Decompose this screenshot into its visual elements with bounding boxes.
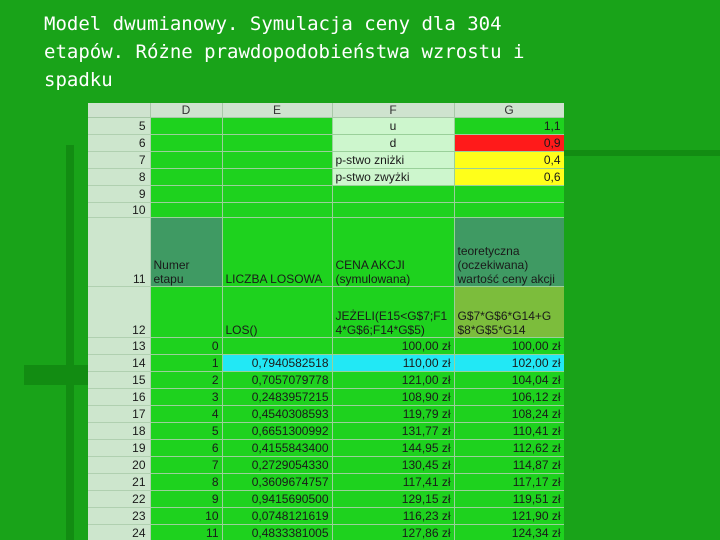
- title-line: Model dwumianowy. Symulacja ceny dla 304: [44, 13, 502, 35]
- price-cell[interactable]: 127,86 zł: [332, 525, 454, 540]
- column-header-f[interactable]: F: [332, 103, 454, 118]
- row-number[interactable]: 11: [88, 218, 150, 287]
- random-cell[interactable]: 0,9415690500: [222, 491, 332, 508]
- expected-cell[interactable]: 124,34 zł: [454, 525, 564, 540]
- corner-header[interactable]: [88, 103, 150, 118]
- row-number[interactable]: 21: [88, 474, 150, 491]
- random-cell[interactable]: 0,2483957215: [222, 389, 332, 406]
- random-cell[interactable]: 0,4833381005: [222, 525, 332, 540]
- header-random-number[interactable]: LICZBA LOSOWA: [222, 218, 332, 287]
- param-value-discount-probability[interactable]: 0,4: [454, 152, 564, 169]
- expected-cell[interactable]: 119,51 zł: [454, 491, 564, 508]
- random-cell[interactable]: 0,2729054330: [222, 457, 332, 474]
- cell[interactable]: [150, 152, 222, 169]
- row-number[interactable]: 9: [88, 186, 150, 203]
- price-cell[interactable]: 129,15 zł: [332, 491, 454, 508]
- expected-cell[interactable]: 112,62 zł: [454, 440, 564, 457]
- random-cell[interactable]: 0,4540308593: [222, 406, 332, 423]
- price-cell[interactable]: 130,45 zł: [332, 457, 454, 474]
- cell[interactable]: [454, 186, 564, 203]
- formula-random-number[interactable]: LOS(): [222, 287, 332, 338]
- price-cell[interactable]: 110,00 zł: [332, 355, 454, 372]
- spreadsheet: [88, 103, 564, 540]
- stage-cell[interactable]: 11: [150, 525, 222, 540]
- param-label-discount-probability[interactable]: p-stwo zniżki: [332, 152, 454, 169]
- cell[interactable]: [222, 118, 332, 135]
- row-number[interactable]: 24: [88, 525, 150, 540]
- cell[interactable]: [332, 186, 454, 203]
- cell[interactable]: [222, 186, 332, 203]
- stage-cell[interactable]: 8: [150, 474, 222, 491]
- random-cell[interactable]: 0,4155843400: [222, 440, 332, 457]
- row-number[interactable]: 12: [88, 287, 150, 338]
- expected-cell[interactable]: 102,00 zł: [454, 355, 564, 372]
- row-number[interactable]: 5: [88, 118, 150, 135]
- stage-cell[interactable]: 0: [150, 338, 222, 355]
- stage-cell[interactable]: 6: [150, 440, 222, 457]
- cell[interactable]: [150, 186, 222, 203]
- background-decoration: [564, 150, 720, 156]
- expected-cell[interactable]: 104,04 zł: [454, 372, 564, 389]
- row-number[interactable]: 13: [88, 338, 150, 355]
- header-expected-value[interactable]: teoretyczna (oczekiwana) wartość ceny akcji: [454, 218, 564, 287]
- formula-stock-price[interactable]: JEŻELI(E15<G$7;F14*G$6;F14*G$5): [332, 287, 454, 338]
- row-number[interactable]: 20: [88, 457, 150, 474]
- stage-cell[interactable]: 7: [150, 457, 222, 474]
- stage-cell[interactable]: 3: [150, 389, 222, 406]
- cell[interactable]: [150, 118, 222, 135]
- formula-expected-value[interactable]: G$7*G$6*G14+G$8*G$5*G14: [454, 287, 564, 338]
- row-number[interactable]: 22: [88, 491, 150, 508]
- price-cell[interactable]: 131,77 zł: [332, 423, 454, 440]
- slide-title: [44, 10, 704, 94]
- random-cell[interactable]: 0,7057079778: [222, 372, 332, 389]
- random-cell[interactable]: [222, 338, 332, 355]
- price-cell[interactable]: 144,95 zł: [332, 440, 454, 457]
- price-cell[interactable]: 121,00 zł: [332, 372, 454, 389]
- stage-cell[interactable]: 10: [150, 508, 222, 525]
- cell[interactable]: [222, 169, 332, 186]
- cell[interactable]: [150, 135, 222, 152]
- header-stage-number[interactable]: Numer etapu: [150, 218, 222, 287]
- price-cell[interactable]: 116,23 zł: [332, 508, 454, 525]
- row-number[interactable]: 18: [88, 423, 150, 440]
- row-number[interactable]: 10: [88, 203, 150, 218]
- cell[interactable]: [150, 169, 222, 186]
- price-cell[interactable]: 117,41 zł: [332, 474, 454, 491]
- row-number[interactable]: 7: [88, 152, 150, 169]
- param-label-u[interactable]: u: [332, 118, 454, 135]
- row-number[interactable]: 19: [88, 440, 150, 457]
- expected-cell[interactable]: 114,87 zł: [454, 457, 564, 474]
- row-number[interactable]: 8: [88, 169, 150, 186]
- stage-cell[interactable]: 9: [150, 491, 222, 508]
- column-header-g[interactable]: G: [454, 103, 564, 118]
- param-label-d[interactable]: d: [332, 135, 454, 152]
- random-cell[interactable]: 0,7940582518: [222, 355, 332, 372]
- cell[interactable]: [222, 152, 332, 169]
- row-number[interactable]: 16: [88, 389, 150, 406]
- expected-cell[interactable]: 106,12 zł: [454, 389, 564, 406]
- background-decoration: [24, 365, 88, 385]
- random-cell[interactable]: 0,6651300992: [222, 423, 332, 440]
- stage-cell[interactable]: 5: [150, 423, 222, 440]
- row-number[interactable]: 14: [88, 355, 150, 372]
- param-value-rise-probability[interactable]: 0,6: [454, 169, 564, 186]
- expected-cell[interactable]: 117,17 zł: [454, 474, 564, 491]
- title-line: etapów. Różne prawdopodobieństwa wzrostu i: [44, 41, 525, 63]
- cell[interactable]: [222, 203, 332, 218]
- cell[interactable]: [332, 203, 454, 218]
- header-stock-price[interactable]: CENA AKCJI (symulowana): [332, 218, 454, 287]
- expected-cell[interactable]: 100,00 zł: [454, 338, 564, 355]
- param-label-rise-probability[interactable]: p-stwo zwyżki: [332, 169, 454, 186]
- random-cell[interactable]: 0,0748121619: [222, 508, 332, 525]
- column-header-e[interactable]: E: [222, 103, 332, 118]
- cell[interactable]: [454, 203, 564, 218]
- expected-cell[interactable]: 121,90 zł: [454, 508, 564, 525]
- cell[interactable]: [150, 203, 222, 218]
- price-cell[interactable]: 108,90 zł: [332, 389, 454, 406]
- cell[interactable]: [150, 287, 222, 338]
- stage-cell[interactable]: 2: [150, 372, 222, 389]
- expected-cell[interactable]: 110,41 zł: [454, 423, 564, 440]
- column-header-d[interactable]: D: [150, 103, 222, 118]
- row-number[interactable]: 15: [88, 372, 150, 389]
- param-value-u[interactable]: 1,1: [454, 118, 564, 135]
- expected-cell[interactable]: 108,24 zł: [454, 406, 564, 423]
- stage-cell[interactable]: 4: [150, 406, 222, 423]
- random-cell[interactable]: 0,3609674757: [222, 474, 332, 491]
- param-value-d[interactable]: 0,9: [454, 135, 564, 152]
- title-line: spadku: [44, 69, 113, 91]
- row-number[interactable]: 6: [88, 135, 150, 152]
- background-decoration: [66, 145, 74, 540]
- spreadsheet-grid: [88, 103, 564, 540]
- price-cell[interactable]: 119,79 zł: [332, 406, 454, 423]
- price-cell[interactable]: 100,00 zł: [332, 338, 454, 355]
- row-number[interactable]: 17: [88, 406, 150, 423]
- cell[interactable]: [222, 135, 332, 152]
- row-number[interactable]: 23: [88, 508, 150, 525]
- stage-cell[interactable]: 1: [150, 355, 222, 372]
